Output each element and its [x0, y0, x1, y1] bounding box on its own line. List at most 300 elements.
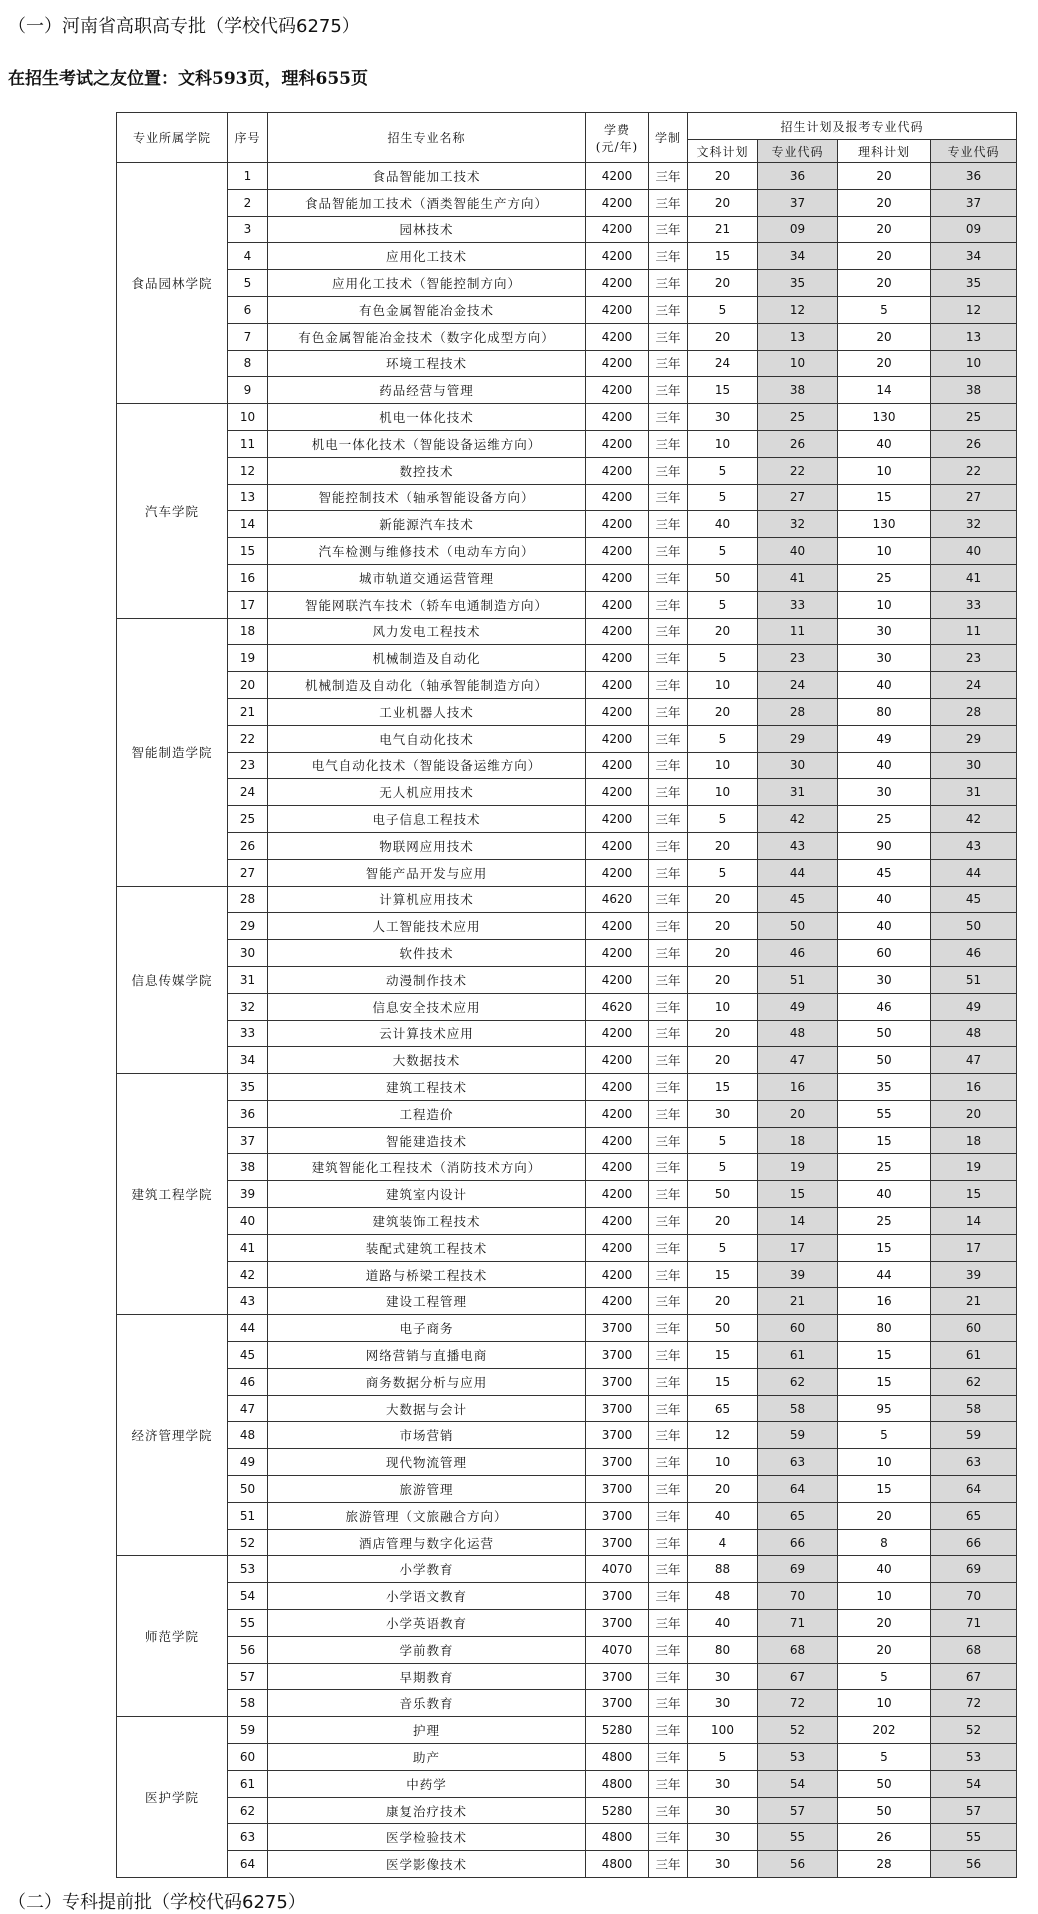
arts-code-cell: 53 [758, 1744, 838, 1771]
seq-cell: 61 [228, 1770, 268, 1797]
sci-code-cell: 72 [931, 1690, 1017, 1717]
major-cell: 机械制造及自动化 [268, 645, 586, 672]
sci-plan-cell: 20 [838, 243, 931, 270]
seq-cell: 4 [228, 243, 268, 270]
major-cell: 康复治疗技术 [268, 1797, 586, 1824]
major-cell: 风力发电工程技术 [268, 618, 586, 645]
major-cell: 城市轨道交通运营管理 [268, 564, 586, 591]
arts-plan-cell: 15 [688, 243, 758, 270]
table-body [117, 163, 1017, 1878]
arts-code-cell: 68 [758, 1636, 838, 1663]
sci-plan-cell: 40 [838, 1181, 931, 1208]
sci-plan-cell: 35 [838, 1074, 931, 1101]
sci-plan-cell: 45 [838, 859, 931, 886]
fee-cell: 4620 [586, 993, 649, 1020]
arts-plan-cell: 20 [688, 1476, 758, 1503]
fee-cell: 4200 [586, 1020, 649, 1047]
major-cell: 建设工程管理 [268, 1288, 586, 1315]
fee-cell: 3700 [586, 1690, 649, 1717]
major-cell: 食品智能加工技术 [268, 163, 586, 190]
arts-code-cell: 66 [758, 1529, 838, 1556]
major-cell: 酒店管理与数字化运营 [268, 1529, 586, 1556]
duration-cell: 三年 [649, 1074, 688, 1101]
arts-plan-cell: 5 [688, 1234, 758, 1261]
fee-cell: 3700 [586, 1368, 649, 1395]
arts-plan-cell: 20 [688, 163, 758, 190]
sci-plan-cell: 30 [838, 779, 931, 806]
sci-plan-cell: 5 [838, 296, 931, 323]
arts-plan-cell: 5 [688, 591, 758, 618]
seq-cell: 28 [228, 886, 268, 913]
sci-plan-cell: 50 [838, 1020, 931, 1047]
sci-plan-cell: 16 [838, 1288, 931, 1315]
duration-cell: 三年 [649, 886, 688, 913]
sci-code-cell: 19 [931, 1154, 1017, 1181]
major-cell: 大数据技术 [268, 1047, 586, 1074]
arts-code-cell: 14 [758, 1208, 838, 1235]
major-cell: 网络营销与直播电商 [268, 1342, 586, 1369]
duration-cell: 三年 [649, 216, 688, 243]
college-name-cell: 建筑工程学院 [117, 1074, 228, 1315]
table-row [117, 1583, 1017, 1610]
seq-cell: 26 [228, 832, 268, 859]
table-row [117, 323, 1017, 350]
sci-plan-cell: 10 [838, 1449, 931, 1476]
duration-cell: 三年 [649, 1342, 688, 1369]
sci-code-cell: 62 [931, 1368, 1017, 1395]
seq-cell: 55 [228, 1610, 268, 1637]
fee-cell: 3700 [586, 1663, 649, 1690]
sci-code-cell: 37 [931, 189, 1017, 216]
arts-code-cell: 52 [758, 1717, 838, 1744]
duration-cell: 三年 [649, 806, 688, 833]
sci-plan-cell: 30 [838, 966, 931, 993]
arts-plan-cell: 50 [688, 564, 758, 591]
major-cell: 人工智能技术应用 [268, 913, 586, 940]
table-row [117, 484, 1017, 511]
duration-cell: 三年 [649, 1717, 688, 1744]
sci-code-cell: 58 [931, 1395, 1017, 1422]
major-cell: 现代物流管理 [268, 1449, 586, 1476]
fee-cell: 5280 [586, 1717, 649, 1744]
arts-plan-cell: 30 [688, 1663, 758, 1690]
seq-cell: 10 [228, 404, 268, 431]
major-cell: 智能建造技术 [268, 1127, 586, 1154]
arts-code-cell: 12 [758, 296, 838, 323]
major-cell: 信息安全技术应用 [268, 993, 586, 1020]
major-cell: 计算机应用技术 [268, 886, 586, 913]
sci-plan-cell: 15 [838, 1127, 931, 1154]
duration-cell: 三年 [649, 618, 688, 645]
sci-code-cell: 57 [931, 1797, 1017, 1824]
duration-cell: 三年 [649, 591, 688, 618]
arts-plan-cell: 5 [688, 859, 758, 886]
sci-code-cell: 42 [931, 806, 1017, 833]
arts-plan-cell: 10 [688, 1449, 758, 1476]
duration-cell: 三年 [649, 511, 688, 538]
arts-code-cell: 19 [758, 1154, 838, 1181]
sci-plan-cell: 20 [838, 163, 931, 190]
table-row [117, 1100, 1017, 1127]
duration-cell: 三年 [649, 1181, 688, 1208]
duration-cell: 三年 [649, 1529, 688, 1556]
sci-plan-cell: 26 [838, 1824, 931, 1851]
fee-cell: 4200 [586, 698, 649, 725]
fee-cell: 4200 [586, 216, 649, 243]
arts-plan-cell: 30 [688, 1851, 758, 1878]
table-row [117, 1529, 1017, 1556]
arts-code-cell: 71 [758, 1610, 838, 1637]
table-row [117, 404, 1017, 431]
table-row [117, 1636, 1017, 1663]
arts-code-cell: 57 [758, 1797, 838, 1824]
major-cell: 中药学 [268, 1770, 586, 1797]
duration-cell: 三年 [649, 538, 688, 565]
seq-cell: 42 [228, 1261, 268, 1288]
seq-cell: 40 [228, 1208, 268, 1235]
table-row [117, 1770, 1017, 1797]
arts-plan-cell: 20 [688, 913, 758, 940]
fee-cell: 5280 [586, 1797, 649, 1824]
seq-cell: 23 [228, 752, 268, 779]
fee-cell: 4200 [586, 1100, 649, 1127]
major-cell: 电气自动化技术（智能设备运维方向） [268, 752, 586, 779]
sci-code-cell: 52 [931, 1717, 1017, 1744]
table-row [117, 296, 1017, 323]
duration-cell: 三年 [649, 1824, 688, 1851]
table-row [117, 1797, 1017, 1824]
fee-cell: 4200 [586, 564, 649, 591]
header-major: 招生专业名称 [268, 113, 586, 163]
table-row [117, 270, 1017, 297]
arts-code-cell: 38 [758, 377, 838, 404]
table-row [117, 1502, 1017, 1529]
sci-plan-cell: 49 [838, 725, 931, 752]
duration-cell: 三年 [649, 725, 688, 752]
college-name-cell: 师范学院 [117, 1556, 228, 1717]
duration-cell: 三年 [649, 270, 688, 297]
seq-cell: 44 [228, 1315, 268, 1342]
arts-plan-cell: 20 [688, 270, 758, 297]
arts-plan-cell: 30 [688, 1770, 758, 1797]
fee-cell: 4200 [586, 163, 649, 190]
duration-cell: 三年 [649, 457, 688, 484]
header-sci-plan: 理科计划 [838, 140, 931, 163]
duration-cell: 三年 [649, 1770, 688, 1797]
major-cell: 早期教育 [268, 1663, 586, 1690]
sci-plan-cell: 15 [838, 1476, 931, 1503]
duration-cell: 三年 [649, 1127, 688, 1154]
sci-plan-cell: 60 [838, 940, 931, 967]
duration-cell: 三年 [649, 1583, 688, 1610]
sci-code-cell: 36 [931, 163, 1017, 190]
fee-cell: 4200 [586, 189, 649, 216]
sci-plan-cell: 5 [838, 1422, 931, 1449]
major-cell: 学前教育 [268, 1636, 586, 1663]
seq-cell: 47 [228, 1395, 268, 1422]
major-cell: 医学检验技术 [268, 1824, 586, 1851]
table-row [117, 564, 1017, 591]
sci-plan-cell: 5 [838, 1663, 931, 1690]
table-row [117, 966, 1017, 993]
arts-plan-cell: 30 [688, 1690, 758, 1717]
table-row [117, 1476, 1017, 1503]
sci-code-cell: 14 [931, 1208, 1017, 1235]
sci-code-cell: 24 [931, 672, 1017, 699]
sci-plan-cell: 202 [838, 1717, 931, 1744]
seq-cell: 37 [228, 1127, 268, 1154]
arts-plan-cell: 80 [688, 1636, 758, 1663]
arts-plan-cell: 5 [688, 484, 758, 511]
table-row [117, 645, 1017, 672]
header-seq: 序号 [228, 113, 268, 163]
sci-plan-cell: 95 [838, 1395, 931, 1422]
duration-cell: 三年 [649, 672, 688, 699]
sci-code-cell: 60 [931, 1315, 1017, 1342]
sci-code-cell: 39 [931, 1261, 1017, 1288]
sci-plan-cell: 80 [838, 1315, 931, 1342]
header-plan-group: 招生计划及报考专业代码 [688, 113, 1017, 140]
fee-cell: 3700 [586, 1422, 649, 1449]
table-row [117, 1154, 1017, 1181]
arts-code-cell: 10 [758, 350, 838, 377]
arts-code-cell: 64 [758, 1476, 838, 1503]
fee-cell: 4800 [586, 1744, 649, 1771]
seq-cell: 16 [228, 564, 268, 591]
sci-code-cell: 28 [931, 698, 1017, 725]
sci-code-cell: 55 [931, 1824, 1017, 1851]
arts-code-cell: 22 [758, 457, 838, 484]
arts-code-cell: 59 [758, 1422, 838, 1449]
arts-code-cell: 41 [758, 564, 838, 591]
duration-cell: 三年 [649, 966, 688, 993]
duration-cell: 三年 [649, 1744, 688, 1771]
arts-code-cell: 18 [758, 1127, 838, 1154]
sci-code-cell: 51 [931, 966, 1017, 993]
fee-cell: 4200 [586, 1047, 649, 1074]
table-row [117, 752, 1017, 779]
table-row [117, 163, 1017, 190]
table-row [117, 993, 1017, 1020]
header-fee-line2: (元/年) [595, 139, 639, 154]
college-name-cell: 食品园林学院 [117, 163, 228, 404]
sci-plan-cell: 10 [838, 457, 931, 484]
arts-plan-cell: 20 [688, 1047, 758, 1074]
header-arts-code: 专业代码 [758, 140, 838, 163]
arts-plan-cell: 10 [688, 672, 758, 699]
table-row [117, 1368, 1017, 1395]
duration-cell: 三年 [649, 1851, 688, 1878]
arts-plan-cell: 40 [688, 1610, 758, 1637]
sci-plan-cell: 90 [838, 832, 931, 859]
table-row [117, 1181, 1017, 1208]
fee-cell: 4200 [586, 511, 649, 538]
sci-plan-cell: 15 [838, 1342, 931, 1369]
arts-plan-cell: 5 [688, 457, 758, 484]
sci-plan-cell: 50 [838, 1047, 931, 1074]
arts-plan-cell: 20 [688, 940, 758, 967]
duration-cell: 三年 [649, 323, 688, 350]
fee-cell: 4200 [586, 457, 649, 484]
seq-cell: 25 [228, 806, 268, 833]
duration-cell: 三年 [649, 1636, 688, 1663]
table-row [117, 1610, 1017, 1637]
sci-plan-cell: 20 [838, 350, 931, 377]
fee-cell: 4200 [586, 618, 649, 645]
seq-cell: 34 [228, 1047, 268, 1074]
fee-cell: 4200 [586, 1127, 649, 1154]
sci-plan-cell: 80 [838, 698, 931, 725]
seq-cell: 38 [228, 1154, 268, 1181]
seq-cell: 12 [228, 457, 268, 484]
seq-cell: 1 [228, 163, 268, 190]
table-row [117, 1824, 1017, 1851]
sci-code-cell: 27 [931, 484, 1017, 511]
duration-cell: 三年 [649, 1020, 688, 1047]
sci-plan-cell: 5 [838, 1744, 931, 1771]
arts-code-cell: 58 [758, 1395, 838, 1422]
table-row [117, 618, 1017, 645]
arts-plan-cell: 5 [688, 725, 758, 752]
major-cell: 旅游管理（文旅融合方向） [268, 1502, 586, 1529]
table-row [117, 940, 1017, 967]
arts-plan-cell: 10 [688, 779, 758, 806]
sci-plan-cell: 40 [838, 913, 931, 940]
arts-code-cell: 50 [758, 913, 838, 940]
seq-cell: 22 [228, 725, 268, 752]
arts-code-cell: 70 [758, 1583, 838, 1610]
sci-plan-cell: 46 [838, 993, 931, 1020]
seq-cell: 8 [228, 350, 268, 377]
arts-code-cell: 67 [758, 1663, 838, 1690]
sci-code-cell: 23 [931, 645, 1017, 672]
major-cell: 电子商务 [268, 1315, 586, 1342]
fee-cell: 4200 [586, 350, 649, 377]
major-cell: 医学影像技术 [268, 1851, 586, 1878]
arts-plan-cell: 20 [688, 832, 758, 859]
table-row [117, 1556, 1017, 1583]
sci-code-cell: 21 [931, 1288, 1017, 1315]
arts-plan-cell: 30 [688, 1797, 758, 1824]
arts-plan-cell: 5 [688, 1744, 758, 1771]
seq-cell: 54 [228, 1583, 268, 1610]
duration-cell: 三年 [649, 752, 688, 779]
arts-plan-cell: 21 [688, 216, 758, 243]
seq-cell: 30 [228, 940, 268, 967]
arts-plan-cell: 24 [688, 350, 758, 377]
major-cell: 商务数据分析与应用 [268, 1368, 586, 1395]
table-row [117, 913, 1017, 940]
sci-code-cell: 70 [931, 1583, 1017, 1610]
table-row [117, 1690, 1017, 1717]
sci-code-cell: 17 [931, 1234, 1017, 1261]
arts-plan-cell: 65 [688, 1395, 758, 1422]
duration-cell: 三年 [649, 1422, 688, 1449]
table-row [117, 1315, 1017, 1342]
major-cell: 旅游管理 [268, 1476, 586, 1503]
table-row [117, 430, 1017, 457]
arts-code-cell: 69 [758, 1556, 838, 1583]
table-row [117, 1288, 1017, 1315]
major-cell: 机电一体化技术 [268, 404, 586, 431]
table-row [117, 1851, 1017, 1878]
seq-cell: 41 [228, 1234, 268, 1261]
table-row [117, 189, 1017, 216]
major-cell: 小学教育 [268, 1556, 586, 1583]
sci-code-cell: 41 [931, 564, 1017, 591]
sci-code-cell: 66 [931, 1529, 1017, 1556]
duration-cell: 三年 [649, 645, 688, 672]
arts-plan-cell: 20 [688, 323, 758, 350]
fee-cell: 3700 [586, 1476, 649, 1503]
major-cell: 食品智能加工技术（酒类智能生产方向） [268, 189, 586, 216]
seq-cell: 58 [228, 1690, 268, 1717]
fee-cell: 3700 [586, 1583, 649, 1610]
sci-plan-cell: 25 [838, 564, 931, 591]
arts-code-cell: 21 [758, 1288, 838, 1315]
major-cell: 无人机应用技术 [268, 779, 586, 806]
table-row [117, 377, 1017, 404]
seq-cell: 62 [228, 1797, 268, 1824]
arts-plan-cell: 15 [688, 1261, 758, 1288]
major-cell: 市场营销 [268, 1422, 586, 1449]
sci-code-cell: 44 [931, 859, 1017, 886]
duration-cell: 三年 [649, 404, 688, 431]
seq-cell: 50 [228, 1476, 268, 1503]
seq-cell: 20 [228, 672, 268, 699]
duration-cell: 三年 [649, 1368, 688, 1395]
page-location-note: 在招生考试之友位置：文科593页，理科655页 [8, 69, 368, 89]
fee-cell: 4800 [586, 1851, 649, 1878]
arts-code-cell: 51 [758, 966, 838, 993]
sci-code-cell: 46 [931, 940, 1017, 967]
fee-cell: 4620 [586, 886, 649, 913]
seq-cell: 2 [228, 189, 268, 216]
arts-plan-cell: 5 [688, 806, 758, 833]
fee-cell: 4200 [586, 243, 649, 270]
sci-plan-cell: 10 [838, 591, 931, 618]
seq-cell: 14 [228, 511, 268, 538]
arts-plan-cell: 12 [688, 1422, 758, 1449]
major-cell: 建筑装饰工程技术 [268, 1208, 586, 1235]
table-row [117, 1208, 1017, 1235]
sci-code-cell: 25 [931, 404, 1017, 431]
table-row [117, 832, 1017, 859]
fee-cell: 4200 [586, 1261, 649, 1288]
sci-code-cell: 49 [931, 993, 1017, 1020]
arts-code-cell: 17 [758, 1234, 838, 1261]
table-row [117, 1020, 1017, 1047]
duration-cell: 三年 [649, 163, 688, 190]
major-cell: 物联网应用技术 [268, 832, 586, 859]
arts-code-cell: 39 [758, 1261, 838, 1288]
fee-cell: 4200 [586, 404, 649, 431]
sci-code-cell: 22 [931, 457, 1017, 484]
duration-cell: 三年 [649, 698, 688, 725]
arts-code-cell: 47 [758, 1047, 838, 1074]
major-cell: 园林技术 [268, 216, 586, 243]
arts-code-cell: 45 [758, 886, 838, 913]
sci-plan-cell: 20 [838, 270, 931, 297]
major-cell: 工程造价 [268, 1100, 586, 1127]
major-cell: 装配式建筑工程技术 [268, 1234, 586, 1261]
fee-cell: 4200 [586, 672, 649, 699]
arts-code-cell: 15 [758, 1181, 838, 1208]
table-row [117, 350, 1017, 377]
header-fee [586, 113, 649, 163]
arts-code-cell: 25 [758, 404, 838, 431]
seq-cell: 53 [228, 1556, 268, 1583]
